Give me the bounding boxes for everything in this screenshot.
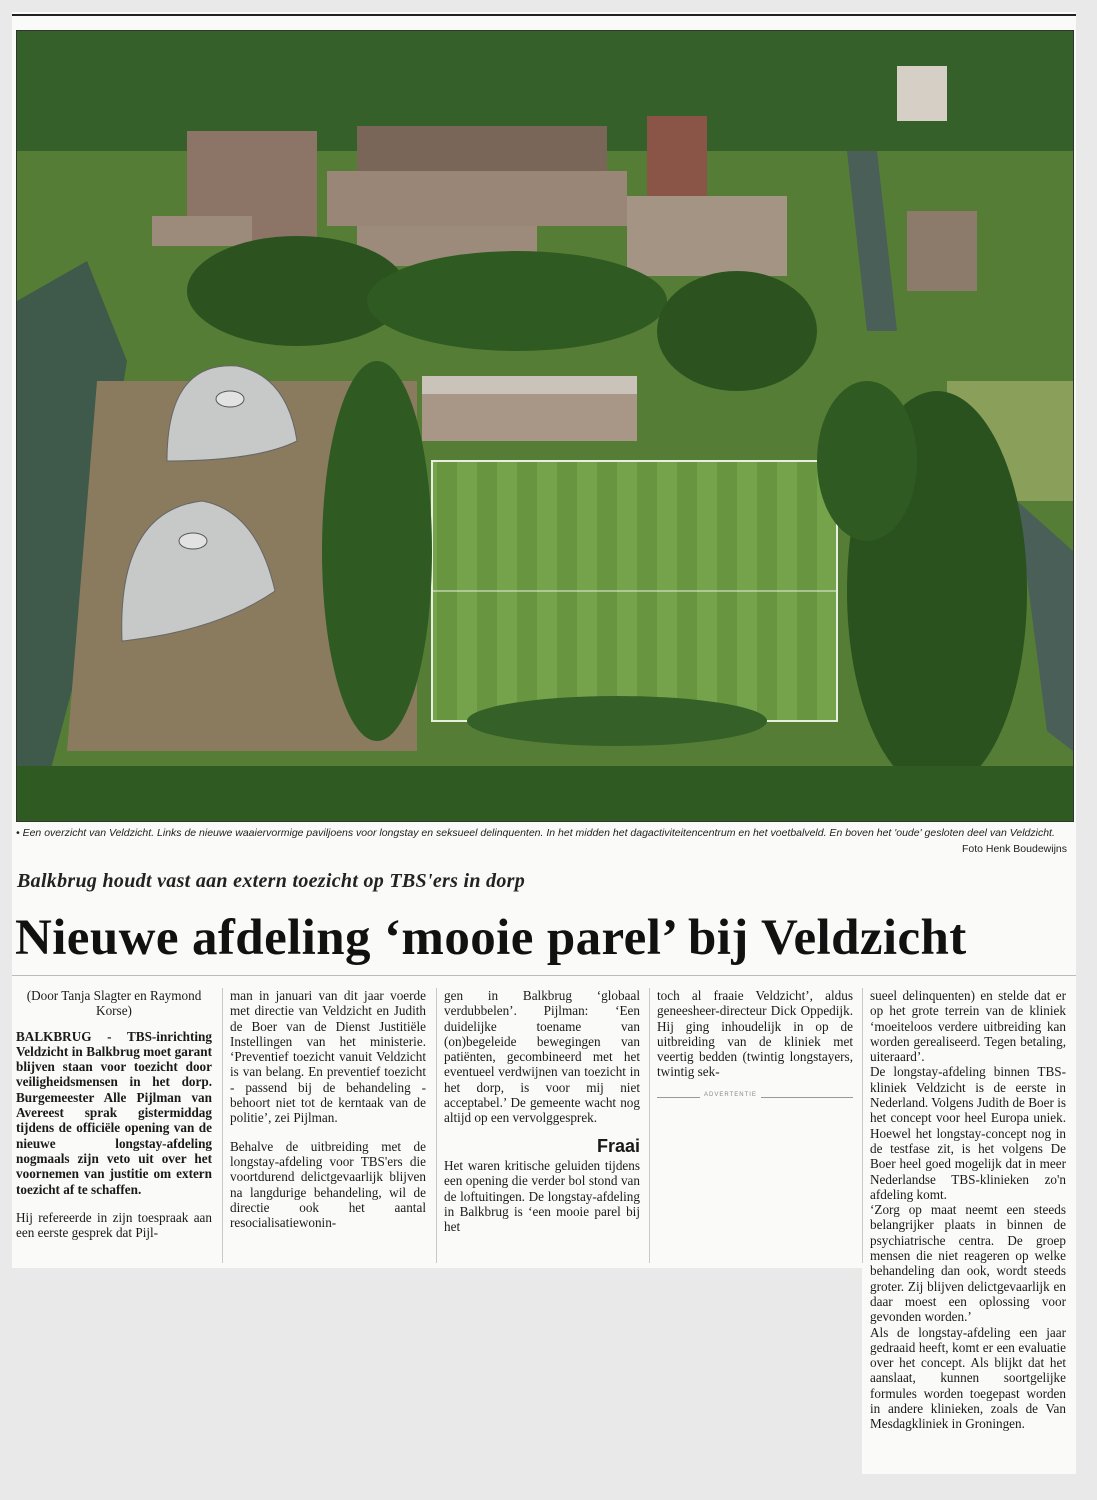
top-rule [12,14,1076,16]
article-column-1 [16,988,212,1253]
article-paragraph: De longstay-afdeling binnen TBS-kliniek Veldzicht is de eerste in Nederland. Volgens Judith de Boer is het concept voor heel Europa uniek. Hoewel het longstay-concept nog in de testfase zit, is het volgens De Boer heel goed mogelijk dat in meer Nederlandse TBS-klinieken zo'n afdeling komt. [870,1064,1066,1202]
article-column-4 [657,988,853,1093]
article-paragraph: Als de longstay-afdeling een jaar gedraaid heeft, komt er een evaluatie over het concept. Als blijkt dat het aanslaat, kunnen soortgelijke formules worden toegepast worden in andere klinieken, zoals de Van Mesdagkliniek in Groningen. [870,1324,1066,1432]
column-divider [436,988,437,1263]
article-paragraph: man in januari van dit jaar voerde met directie van Veldzicht en Judith de Boer van de Dienst Justitiële Instellingen van het ministerie. ‘Preventief toezicht vanuit Veldzicht is van belang. En preventief toezicht - passend bij de behandeling - behoort niet tot de kerntaak van de politie’, zei Pijlman. [230,988,426,1126]
headline-rule [12,975,1076,976]
article-subhead: Balkbrug houdt vast aan extern toezicht op TBS'ers in dorp [17,870,526,892]
article-paragraph: Hij refereerde in zijn toespraak aan een eerste gesprek dat Pijl- [16,1209,212,1241]
aerial-photo [16,30,1074,822]
article-column-3 [444,988,640,1247]
column-divider [862,988,863,1263]
article-paragraph: Het waren kritische geluiden tijdens een opening die verder bol stond van de loftuitingen. De longstay-afdeling in Balkbrug is ‘een mooie parel bij het [444,1157,640,1235]
photo-credit: Foto Henk Boudewijns [961,843,1067,855]
article-column-5 [870,988,1066,1432]
article-crosshead: Fraai [596,1135,640,1156]
article-paragraph: Behalve de uitbreiding met de longstay-afdeling voor TBS'ers die voortdurend delictgevaarlijk blijven na langdurige behandeling, wil de directie ook het aantal resocialisatiewonin- [230,1138,426,1231]
article-headline: Nieuwe afdeling ‘mooie parel’ bij Veldzicht [15,910,967,966]
advert-label: ADVERTENTIE [700,1092,761,1098]
column-divider [649,988,650,1263]
article-paragraph: toch al fraaie Veldzicht’, aldus geneesheer-directeur Dick Oppedijk. Hij ging inhoudelijk in op de uitbreiding van de kliniek met veertig bedden (twintig longstayers, twintig sek- [657,988,853,1080]
column-divider [222,988,223,1263]
article-lead: BALKBRUG - TBS-inrichting Veldzicht in Balkbrug moet garant blijven staan voor toezicht door veiligheidsmensen in het dorp. Burgemeester Alle Pijlman van Avereest sprak gistermiddag tijdens de officiële opening van de nieuwe longstay-afdeling nogmaals zijn veto uit over het voornemen van justitie om extern toezicht af te schaffen. [16,1028,212,1197]
photo-caption: • Een overzicht van Veldzicht. Links de nieuwe waaiervormige paviljoens voor longstay en seksueel delinquenten. In het midden het dagactiviteitencentrum en het voetbalveld. En boven het 'oude' gesloten deel van Veldzicht. [16,827,1055,839]
article-paragraph: gen in Balkbrug ‘globaal verdubbelen’. Pijlman: ‘Een duidelijke toename van (on)begeleide bewegingen van patiënten, gecombineerd met het eventueel verdwijnen van toezicht in het dorp, is voor mij niet acceptabel.’ De gemeente wacht nog altijd op een vervolggesprek. [444,988,640,1126]
article-byline: (Door Tanja Slagter en Raymond Korse) [26,988,202,1019]
article-paragraph: ‘Zorg op maat neemt een steeds belangrijker plaats in binnen de psychiatrische centra. De groep mensen die niet reageren op welke behandeling dan ook, wordt steeds groter. Zij blijven delictgevaarlijk en daar moest een oplossing voor gevonden worden.’ [870,1202,1066,1325]
article-paragraph: sueel delinquenten) en stelde dat er op het grote terrein van de kliniek ‘moeiteloos verdere uitbreiding kan worden gerealiseerd. Tegen betaling, uiteraard’. [870,988,1066,1065]
article-column-2 [230,988,426,1243]
